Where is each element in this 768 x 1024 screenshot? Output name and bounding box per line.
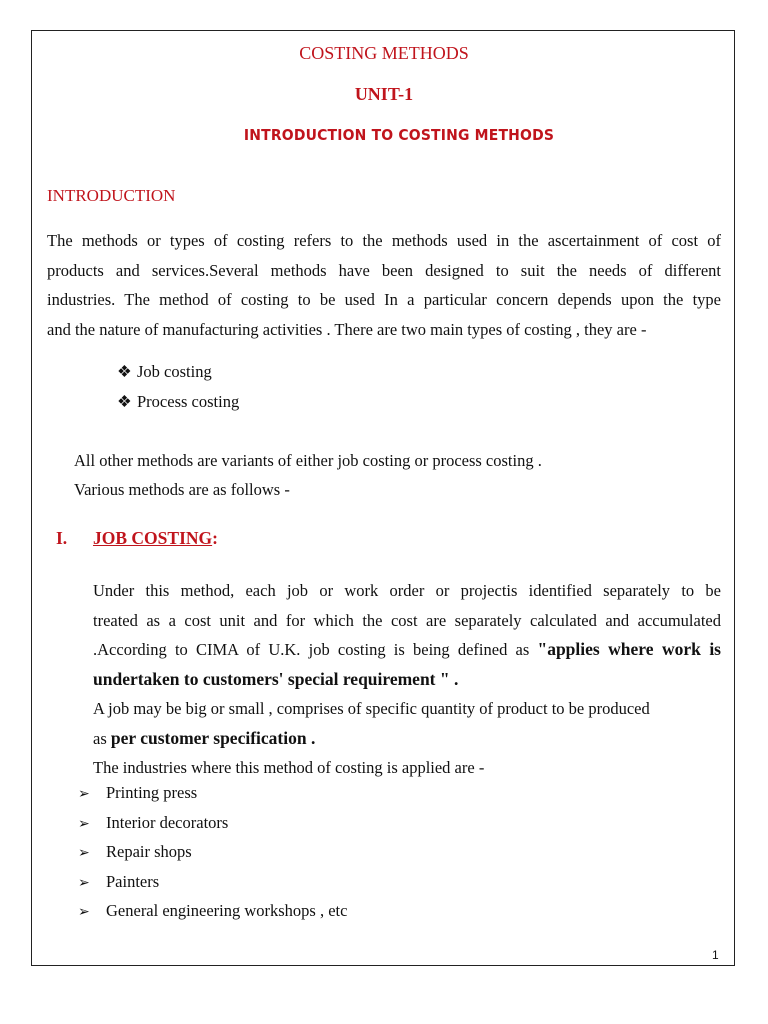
intro-line: and the nature of manufacturing activities . There are two main types of costing , they are - xyxy=(47,319,647,339)
cima-definition-quote: "applies where work is xyxy=(537,639,721,659)
body-line: undertaken to customers' special requirement " . xyxy=(93,668,459,689)
section-label: JOB COSTING xyxy=(93,528,213,548)
list-item xyxy=(117,392,239,412)
body-line xyxy=(93,724,721,754)
body-line: treated as a cost unit and for which the cost are separately calculated and accumulated xyxy=(93,610,721,630)
section-number: I. xyxy=(56,528,68,548)
industry-item: ➢ Printing press xyxy=(78,783,198,802)
arrow-bullet-icon: ➢ xyxy=(78,904,90,920)
arrow-bullet-icon: ➢ xyxy=(78,875,90,891)
costing-type: Job costing xyxy=(137,362,212,381)
intro-line: products and services.Several methods have been designed to suit the needs of different xyxy=(47,260,721,280)
industry-item: ➢ Painters xyxy=(78,872,160,891)
costing-type: Process costing xyxy=(137,392,240,411)
section-subtitle: INTRODUCTION TO COSTING METHODS xyxy=(243,126,555,144)
industry-item: ➢ General engineering workshops , etc xyxy=(78,901,348,920)
diamond-bullet-icon: ❖ xyxy=(117,392,132,411)
spec-bold: per customer specification . xyxy=(110,727,316,748)
intro-heading: INTRODUCTION xyxy=(47,186,176,205)
arrow-bullet-icon: ➢ xyxy=(78,845,90,861)
intro-line: The methods or types of costing refers to the methods used in the ascertainment of cost of xyxy=(47,231,721,250)
job-costing-body xyxy=(93,576,721,783)
arrow-bullet-icon: ➢ xyxy=(78,786,90,802)
page-number: 1 xyxy=(712,948,719,962)
intro-paragraph xyxy=(47,226,721,344)
industry-item: ➢ Repair shops xyxy=(78,842,192,861)
section-colon: : xyxy=(212,528,218,548)
body-line xyxy=(93,635,721,665)
body-line: Under this method, each job or work order or projectis identified separately to be xyxy=(93,581,721,600)
body-line: The industries where this method of costing is applied are - xyxy=(93,758,485,777)
spec-prefix: as xyxy=(93,728,111,748)
variants-note: All other methods are variants of either job costing or process costing . xyxy=(74,451,542,470)
cima-definition-intro: .According to CIMA of U.K. job costing is being defined as xyxy=(93,640,538,659)
unit-label: UNIT-1 xyxy=(354,84,414,104)
section-heading-job-costing xyxy=(56,528,218,549)
list-item xyxy=(117,362,212,382)
intro-line: industries. The method of costing to be used In a particular concern depends upon the type xyxy=(47,290,721,309)
methods-note: Various methods are as follows - xyxy=(74,480,290,499)
diamond-bullet-icon: ❖ xyxy=(117,362,132,381)
document-title: COSTING METHODS xyxy=(299,43,469,63)
arrow-bullet-icon: ➢ xyxy=(78,816,90,832)
body-line: A job may be big or small , comprises of specific quantity of product to be produced xyxy=(93,699,650,718)
industry-item: ➢ Interior decorators xyxy=(78,813,229,832)
